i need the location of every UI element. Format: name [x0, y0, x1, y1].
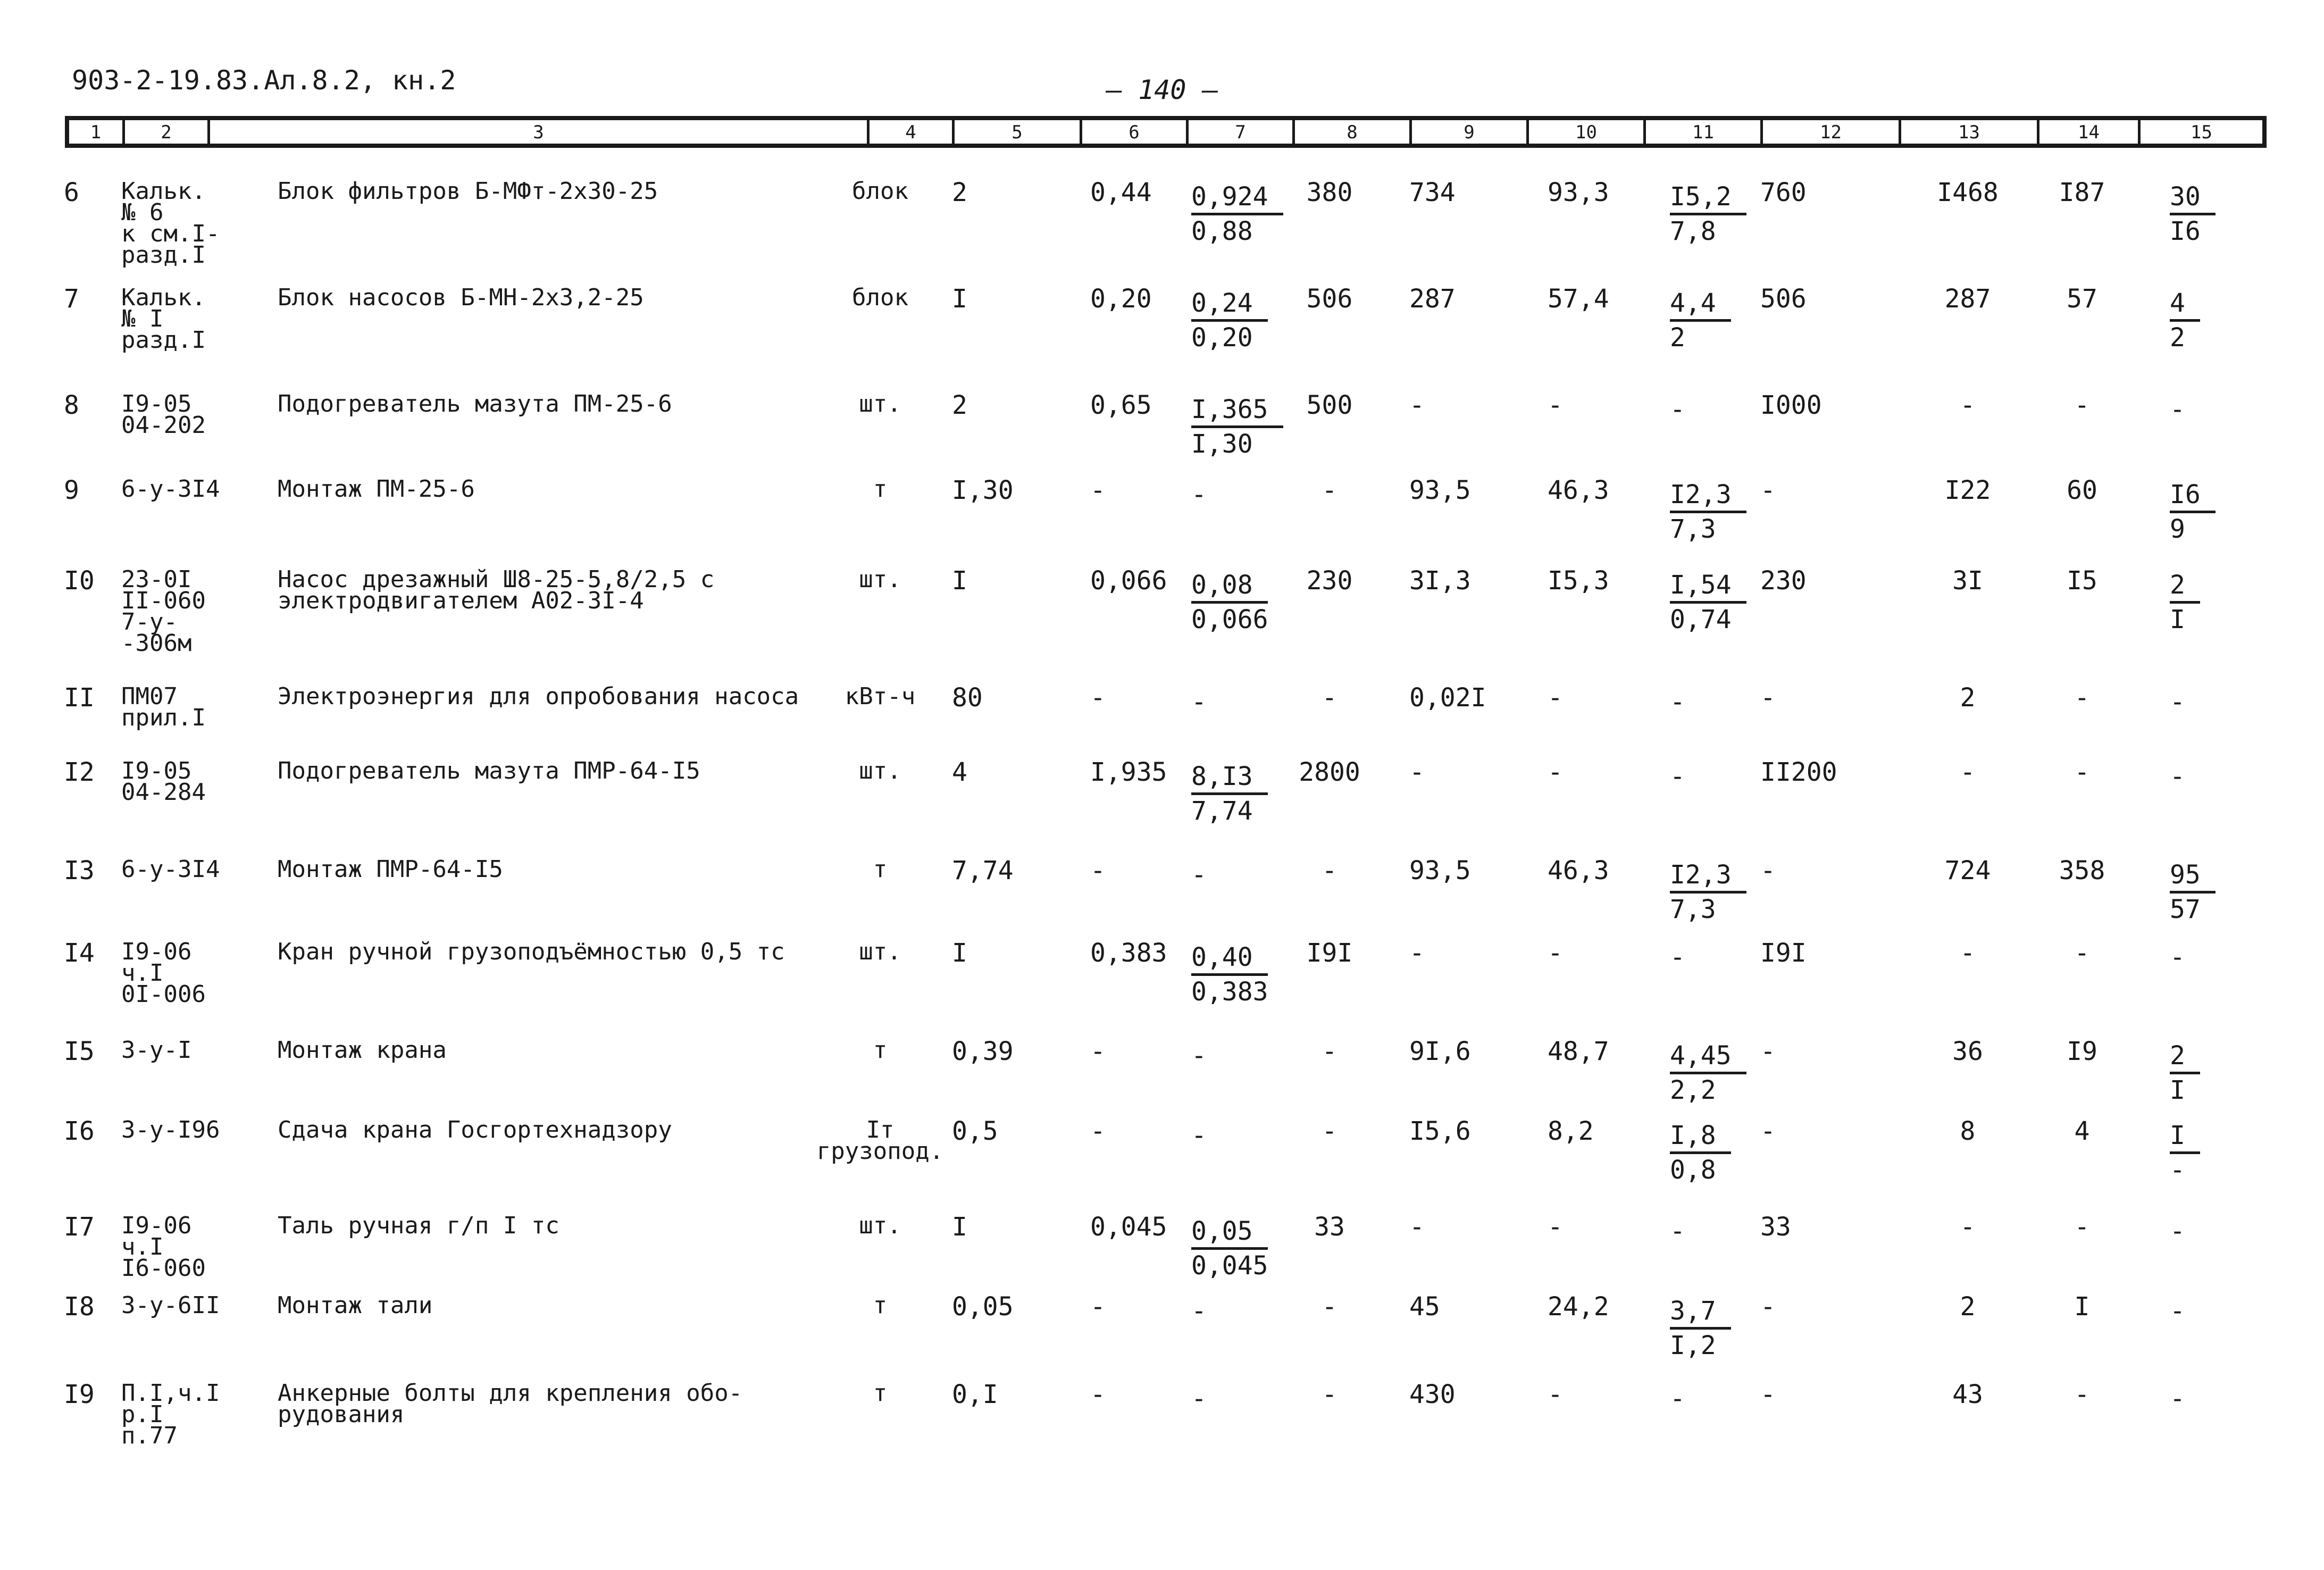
column-6-value: -	[1090, 475, 1106, 505]
item-description: Насос дрезажный Ш8-25-5,8/2,5 с электродвигателем А02-3I-4	[278, 566, 715, 614]
column-10-value: -	[1548, 683, 1563, 713]
column-9-value: 93,5	[1409, 475, 1471, 505]
norm-reference: Кальк. № I разд.I	[121, 284, 206, 354]
unit-of-measure: т	[873, 856, 888, 883]
column-15-fraction-numerator: 30	[2170, 181, 2216, 215]
quantity: I	[952, 566, 967, 596]
column-15-fraction-numerator: 4	[2170, 287, 2200, 322]
quantity: 80	[952, 683, 983, 713]
unit-of-measure: шт.	[859, 566, 901, 593]
column-15-fraction-denominator: 57	[2170, 895, 2201, 924]
column-13-value: I22	[1944, 475, 1991, 505]
quantity: 0,I	[952, 1380, 998, 1409]
row-number: I9	[64, 1380, 95, 1409]
column-6-value: -	[1090, 1380, 1106, 1409]
row-number: II	[64, 683, 95, 713]
column-15-fraction-numerator: 2	[2170, 569, 2200, 604]
column-8-value: -	[1322, 1037, 1337, 1066]
column-6-value: 0,20	[1090, 284, 1152, 314]
column-13-value: -	[1960, 757, 1976, 787]
column-10-value: 46,3	[1548, 475, 1609, 505]
norm-reference: 6-у-3I4	[121, 856, 220, 883]
column-15-fraction	[2170, 859, 2244, 925]
page-number: — 140 —	[1106, 74, 1218, 105]
table-row	[0, 1037, 2324, 1105]
column-8-value: -	[1322, 1116, 1337, 1146]
column-14-value: 358	[2059, 856, 2105, 886]
table-row	[0, 1292, 2324, 1360]
column-7-fraction-denominator: 0,383	[1191, 977, 1268, 1007]
column-header-2: 2	[122, 120, 207, 144]
column-6-value: 0,045	[1090, 1212, 1167, 1242]
column-15-fraction-denominator: 9	[2170, 514, 2185, 544]
norm-reference: 3-у-I96	[121, 1116, 220, 1143]
unit-of-measure: шт.	[859, 757, 901, 784]
item-description: Сдача крана Госгортехнадзору	[278, 1116, 672, 1143]
column-header-1: 1	[90, 122, 102, 143]
column-6-value: 0,066	[1090, 566, 1167, 596]
column-12-value: -	[1760, 856, 1776, 886]
column-10-value: 46,3	[1548, 856, 1609, 886]
norm-reference: ПМ07 прил.I	[121, 683, 206, 731]
column-15-fraction	[2170, 941, 2244, 973]
column-13-value: 8	[1960, 1116, 1976, 1146]
column-13-value: -	[1960, 938, 1976, 968]
unit-of-measure: блок	[852, 178, 908, 205]
quantity: I,30	[952, 475, 1014, 505]
column-15-fraction-numerator: -	[2170, 1384, 2185, 1414]
column-12-value: -	[1760, 1380, 1776, 1409]
column-11-fraction-numerator: I5,2	[1670, 181, 1746, 215]
column-15-fraction	[2170, 1120, 2244, 1186]
quantity: 0,5	[952, 1116, 998, 1146]
column-header-8: 8	[1292, 120, 1409, 144]
column-14-value: -	[2074, 1212, 2090, 1242]
column-8-value: -	[1322, 856, 1337, 886]
column-15-fraction	[2170, 1295, 2244, 1327]
column-header-6: 6	[1080, 120, 1186, 144]
norm-reference: I9-06 ч.I I6-060	[121, 1212, 206, 1282]
column-15-fraction	[2170, 1040, 2244, 1106]
column-10-value: -	[1548, 757, 1563, 787]
column-7-fraction-denominator: 0,066	[1191, 605, 1268, 634]
unit-of-measure: шт.	[859, 1212, 901, 1239]
column-13-value: 2	[1960, 683, 1976, 713]
column-15-fraction-numerator: -	[2170, 762, 2185, 791]
column-15-fraction	[2170, 287, 2244, 354]
column-13-value: 43	[1952, 1380, 1983, 1409]
table-row	[0, 856, 2324, 924]
row-number: 7	[64, 284, 79, 314]
table-row	[0, 178, 2324, 269]
unit-of-measure: шт.	[859, 390, 901, 417]
table-row	[0, 390, 2324, 459]
column-14-value: I87	[2059, 178, 2105, 207]
column-9-value: 0,02I	[1409, 683, 1486, 713]
item-description: Монтаж ПМ-25-6	[278, 475, 475, 503]
column-9-value: 430	[1409, 1380, 1456, 1409]
column-10-value: 93,3	[1548, 178, 1609, 207]
column-15-fraction	[2170, 181, 2244, 247]
column-8-value: -	[1322, 683, 1337, 713]
column-6-value: 0,65	[1090, 390, 1152, 420]
column-12-value: 760	[1760, 178, 1807, 207]
column-7-fraction-numerator: -	[1191, 1041, 1207, 1071]
column-13-value: -	[1960, 1212, 1976, 1242]
unit-of-measure: т	[873, 475, 888, 503]
column-6-value: I,935	[1090, 757, 1167, 787]
column-11-fraction-numerator: -	[1670, 395, 1685, 424]
column-11-fraction-numerator: I2,3	[1670, 479, 1746, 513]
column-12-value: -	[1760, 1292, 1776, 1322]
row-number: 6	[64, 178, 79, 207]
row-number: I7	[64, 1212, 95, 1242]
column-14-value: -	[2074, 1380, 2090, 1409]
column-9-value: 45	[1409, 1292, 1440, 1322]
item-description: Таль ручная г/п I тс	[278, 1212, 559, 1239]
column-header-9: 9	[1409, 120, 1526, 144]
column-15-fraction-numerator: -	[2170, 942, 2185, 972]
table-row	[0, 757, 2324, 826]
column-6-value: -	[1090, 856, 1106, 886]
column-10-value: -	[1548, 938, 1563, 968]
column-6-value: 0,44	[1090, 178, 1152, 207]
unit-of-measure: шт.	[859, 938, 901, 965]
quantity: I	[952, 1212, 967, 1242]
quantity: 7,74	[952, 856, 1014, 886]
norm-reference: I9-05 04-202	[121, 390, 206, 439]
column-6-value: 0,383	[1090, 938, 1167, 968]
column-header-5: 5	[952, 120, 1080, 144]
column-header-10: 10	[1526, 120, 1643, 144]
quantity: 4	[952, 757, 967, 787]
column-7-fraction-numerator: 0,40	[1191, 941, 1268, 976]
column-8-value: -	[1322, 1292, 1337, 1322]
item-description: Подогреватель мазута ПМ-25-6	[278, 390, 672, 417]
column-11-fraction-numerator: -	[1670, 1384, 1685, 1414]
column-14-value: -	[2074, 757, 2090, 787]
quantity: 2	[952, 390, 967, 420]
column-7-fraction-numerator: -	[1191, 1384, 1207, 1414]
row-number: I5	[64, 1037, 95, 1066]
row-number: I8	[64, 1292, 95, 1322]
column-8-value: -	[1322, 475, 1337, 505]
row-number: 9	[64, 475, 79, 505]
row-number: 8	[64, 390, 79, 420]
column-9-value: -	[1409, 1212, 1425, 1242]
column-14-value: 60	[2067, 475, 2097, 505]
column-11-fraction-numerator: -	[1670, 942, 1685, 972]
item-description: Монтаж ПМР-64-I5	[278, 856, 503, 883]
row-number: I6	[64, 1116, 95, 1146]
column-7-fraction-numerator: -	[1191, 687, 1207, 717]
column-14-value: -	[2074, 938, 2090, 968]
column-7-fraction-numerator: 0,24	[1191, 287, 1268, 322]
column-15-fraction	[2170, 479, 2244, 545]
table-row	[0, 683, 2324, 731]
column-header-14: 14	[2037, 120, 2138, 144]
column-12-value: -	[1760, 475, 1776, 505]
column-8-value: 33	[1314, 1212, 1345, 1242]
column-15-fraction	[2170, 761, 2244, 792]
column-6-value: -	[1090, 1116, 1106, 1146]
column-9-value: 287	[1409, 284, 1456, 314]
column-7-fraction-numerator: 0,05	[1191, 1215, 1268, 1250]
column-11-fraction-numerator: I,8	[1670, 1120, 1731, 1154]
column-11-fraction-denominator: 2	[1670, 323, 1685, 353]
column-7-fraction-denominator: I,30	[1191, 429, 1253, 459]
column-15-fraction-denominator: -	[2170, 1155, 2185, 1185]
column-11-fraction-numerator: I,54	[1670, 569, 1746, 604]
document-code: 903-2-19.83.Ал.8.2, кн.2	[72, 65, 456, 96]
column-15-fraction-numerator: -	[2170, 1296, 2185, 1326]
norm-reference: 3-у-I	[121, 1037, 192, 1064]
column-11-fraction-denominator: 7,3	[1670, 895, 1716, 924]
column-header-4: 4	[867, 120, 952, 144]
column-15-fraction-numerator: -	[2170, 395, 2185, 424]
column-10-value: 57,4	[1548, 284, 1609, 314]
column-15-fraction-numerator: I6	[2170, 479, 2216, 513]
norm-reference: 6-у-3I4	[121, 475, 220, 503]
item-description: Монтаж крана	[278, 1037, 447, 1064]
column-11-fraction-denominator: 0,8	[1670, 1155, 1716, 1185]
column-13-value: 287	[1944, 284, 1991, 314]
column-7-fraction-numerator: I,365	[1191, 394, 1283, 428]
column-header-3: 3	[207, 120, 867, 144]
column-10-value: I5,3	[1548, 566, 1609, 596]
norm-reference: 3-у-6II	[121, 1292, 220, 1319]
column-13-value: 3I	[1952, 566, 1983, 596]
column-8-value: 380	[1306, 178, 1353, 207]
column-11-fraction-numerator: 4,4	[1670, 287, 1731, 322]
column-header-12: 12	[1760, 120, 1899, 144]
unit-of-measure: т	[873, 1037, 888, 1064]
table-row	[0, 1380, 2324, 1449]
norm-reference: П.I,ч.I р.I п.77	[121, 1380, 220, 1449]
column-15-fraction	[2170, 1215, 2244, 1247]
column-9-value: I5,6	[1409, 1116, 1471, 1146]
column-11-fraction-denominator: 7,8	[1670, 216, 1716, 246]
column-7-fraction-denominator: 0,20	[1191, 323, 1253, 353]
item-description: Электроэнергия для опробования насоса	[278, 683, 799, 710]
unit-of-measure: т	[873, 1292, 888, 1319]
column-9-value: 3I,3	[1409, 566, 1471, 596]
column-13-value: I468	[1937, 178, 1999, 207]
column-14-value: -	[2074, 683, 2090, 713]
column-10-value: -	[1548, 1212, 1563, 1242]
column-8-value: 2800	[1299, 757, 1360, 787]
column-11-fraction-numerator: I2,3	[1670, 859, 1746, 893]
column-header-15: 15	[2138, 120, 2262, 144]
column-8-value: 230	[1306, 566, 1353, 596]
column-15-fraction-numerator: I	[2170, 1120, 2200, 1154]
norm-reference: Кальк. № 6 к см.I- разд.I	[121, 178, 220, 269]
column-14-value: I5	[2067, 566, 2097, 596]
column-6-value: -	[1090, 683, 1106, 713]
column-7-fraction-numerator: 0,924	[1191, 181, 1283, 215]
item-description: Подогреватель мазута ПМР-64-I5	[278, 757, 700, 784]
item-description: Монтаж тали	[278, 1292, 433, 1319]
item-description: Анкерные болты для крепления обо- рудования	[278, 1380, 743, 1428]
column-12-value: 230	[1760, 566, 1807, 596]
column-10-value: 24,2	[1548, 1292, 1609, 1322]
unit-of-measure: кВт-ч	[845, 683, 916, 710]
column-7-fraction-numerator: -	[1191, 480, 1207, 510]
table-row	[0, 284, 2324, 354]
row-number: I0	[64, 566, 95, 596]
column-12-value: I9I	[1760, 938, 1807, 968]
column-10-value: -	[1548, 390, 1563, 420]
column-9-value: -	[1409, 938, 1425, 968]
column-header-11: 11	[1643, 120, 1760, 144]
column-7-fraction-denominator: 0,88	[1191, 216, 1253, 246]
column-14-value: 57	[2067, 284, 2097, 314]
table-row	[0, 475, 2324, 544]
item-description: Кран ручной грузоподъёмностью 0,5 тс	[278, 938, 785, 965]
column-7-fraction-numerator: -	[1191, 860, 1207, 890]
table-row	[0, 566, 2324, 657]
column-7-fraction-denominator: 0,045	[1191, 1251, 1268, 1281]
column-15-fraction-denominator: I	[2170, 1075, 2185, 1105]
column-9-value: -	[1409, 390, 1425, 420]
column-15-fraction-denominator: 2	[2170, 323, 2185, 353]
row-number: I4	[64, 938, 95, 968]
column-11-fraction-denominator: 0,74	[1670, 605, 1732, 634]
column-13-value: -	[1960, 390, 1976, 420]
column-header-7: 7	[1186, 120, 1292, 144]
column-15-fraction	[2170, 686, 2244, 718]
column-11-fraction-denominator: 7,3	[1670, 514, 1716, 544]
quantity: I	[952, 938, 967, 968]
quantity: 0,05	[952, 1292, 1014, 1322]
column-6-value: -	[1090, 1037, 1106, 1066]
column-header-row	[65, 116, 2267, 148]
column-12-value: 506	[1760, 284, 1807, 314]
column-13-value: 724	[1944, 856, 1991, 886]
column-8-value: I9I	[1306, 938, 1353, 968]
column-11-fraction-denominator: 2,2	[1670, 1075, 1716, 1105]
quantity: 0,39	[952, 1037, 1014, 1066]
column-12-value: -	[1760, 1116, 1776, 1146]
row-number: I2	[64, 757, 95, 787]
table-row	[0, 1116, 2324, 1185]
column-10-value: 48,7	[1548, 1037, 1609, 1066]
unit-of-measure: Iт грузопод.	[816, 1116, 944, 1165]
column-14-value: I	[2074, 1292, 2090, 1322]
column-8-value: 500	[1306, 390, 1353, 420]
column-7-fraction-numerator: -	[1191, 1121, 1207, 1150]
table-row	[0, 938, 2324, 1008]
column-9-value: -	[1409, 757, 1425, 787]
column-8-value: -	[1322, 1380, 1337, 1409]
column-9-value: 9I,6	[1409, 1037, 1471, 1066]
column-15-fraction	[2170, 1383, 2244, 1415]
column-15-fraction	[2170, 569, 2244, 636]
column-12-value: II200	[1760, 757, 1837, 787]
norm-reference: I9-06 ч.I 0I-006	[121, 938, 206, 1008]
column-11-fraction-numerator: 4,45	[1670, 1040, 1746, 1074]
column-15-fraction-denominator: I	[2170, 605, 2185, 634]
column-10-value: 8,2	[1548, 1116, 1594, 1146]
item-description: Блок фильтров Б-МФт-2х30-25	[278, 178, 658, 205]
column-7-fraction-numerator: 0,08	[1191, 569, 1268, 604]
unit-of-measure: т	[873, 1380, 888, 1407]
column-11-fraction-numerator: -	[1670, 762, 1685, 791]
column-7-fraction-denominator: 7,74	[1191, 796, 1253, 826]
column-12-value: -	[1760, 683, 1776, 713]
column-14-value: I9	[2067, 1037, 2097, 1066]
column-15-fraction-numerator: -	[2170, 687, 2185, 717]
norm-reference: I9-05 04-284	[121, 757, 206, 806]
column-11-fraction-numerator: 3,7	[1670, 1295, 1731, 1330]
column-12-value: I000	[1760, 390, 1822, 420]
column-11-fraction-denominator: I,2	[1670, 1331, 1716, 1360]
row-number: I3	[64, 856, 95, 886]
column-header-13: 13	[1899, 120, 2037, 144]
column-12-value: 33	[1760, 1212, 1791, 1242]
unit-of-measure: блок	[852, 284, 908, 311]
column-15-fraction-numerator: 2	[2170, 1040, 2200, 1074]
column-13-value: 36	[1952, 1037, 1983, 1066]
quantity: I	[952, 284, 967, 314]
norm-reference: 23-0I II-060 7-у- -306м	[121, 566, 206, 657]
column-15-fraction-denominator: I6	[2170, 216, 2201, 246]
column-13-value: 2	[1960, 1292, 1976, 1322]
quantity: 2	[952, 178, 967, 207]
column-6-value: -	[1090, 1292, 1106, 1322]
item-description: Блок насосов Б-МН-2х3,2-25	[278, 284, 644, 311]
column-11-fraction-numerator: -	[1670, 687, 1685, 717]
column-11-fraction-numerator: -	[1670, 1216, 1685, 1246]
column-15-fraction	[2170, 394, 2244, 425]
column-14-value: -	[2074, 390, 2090, 420]
column-7-fraction-numerator: -	[1191, 1296, 1207, 1326]
column-9-value: 734	[1409, 178, 1456, 207]
column-14-value: 4	[2074, 1116, 2090, 1146]
column-8-value: 506	[1306, 284, 1353, 314]
column-15-fraction-numerator: -	[2170, 1216, 2185, 1246]
table-row	[0, 1212, 2324, 1282]
column-15-fraction-numerator: 95	[2170, 859, 2216, 893]
column-7-fraction-numerator: 8,I3	[1191, 761, 1268, 795]
column-12-value: -	[1760, 1037, 1776, 1066]
column-10-value: -	[1548, 1380, 1563, 1409]
column-9-value: 93,5	[1409, 856, 1471, 886]
